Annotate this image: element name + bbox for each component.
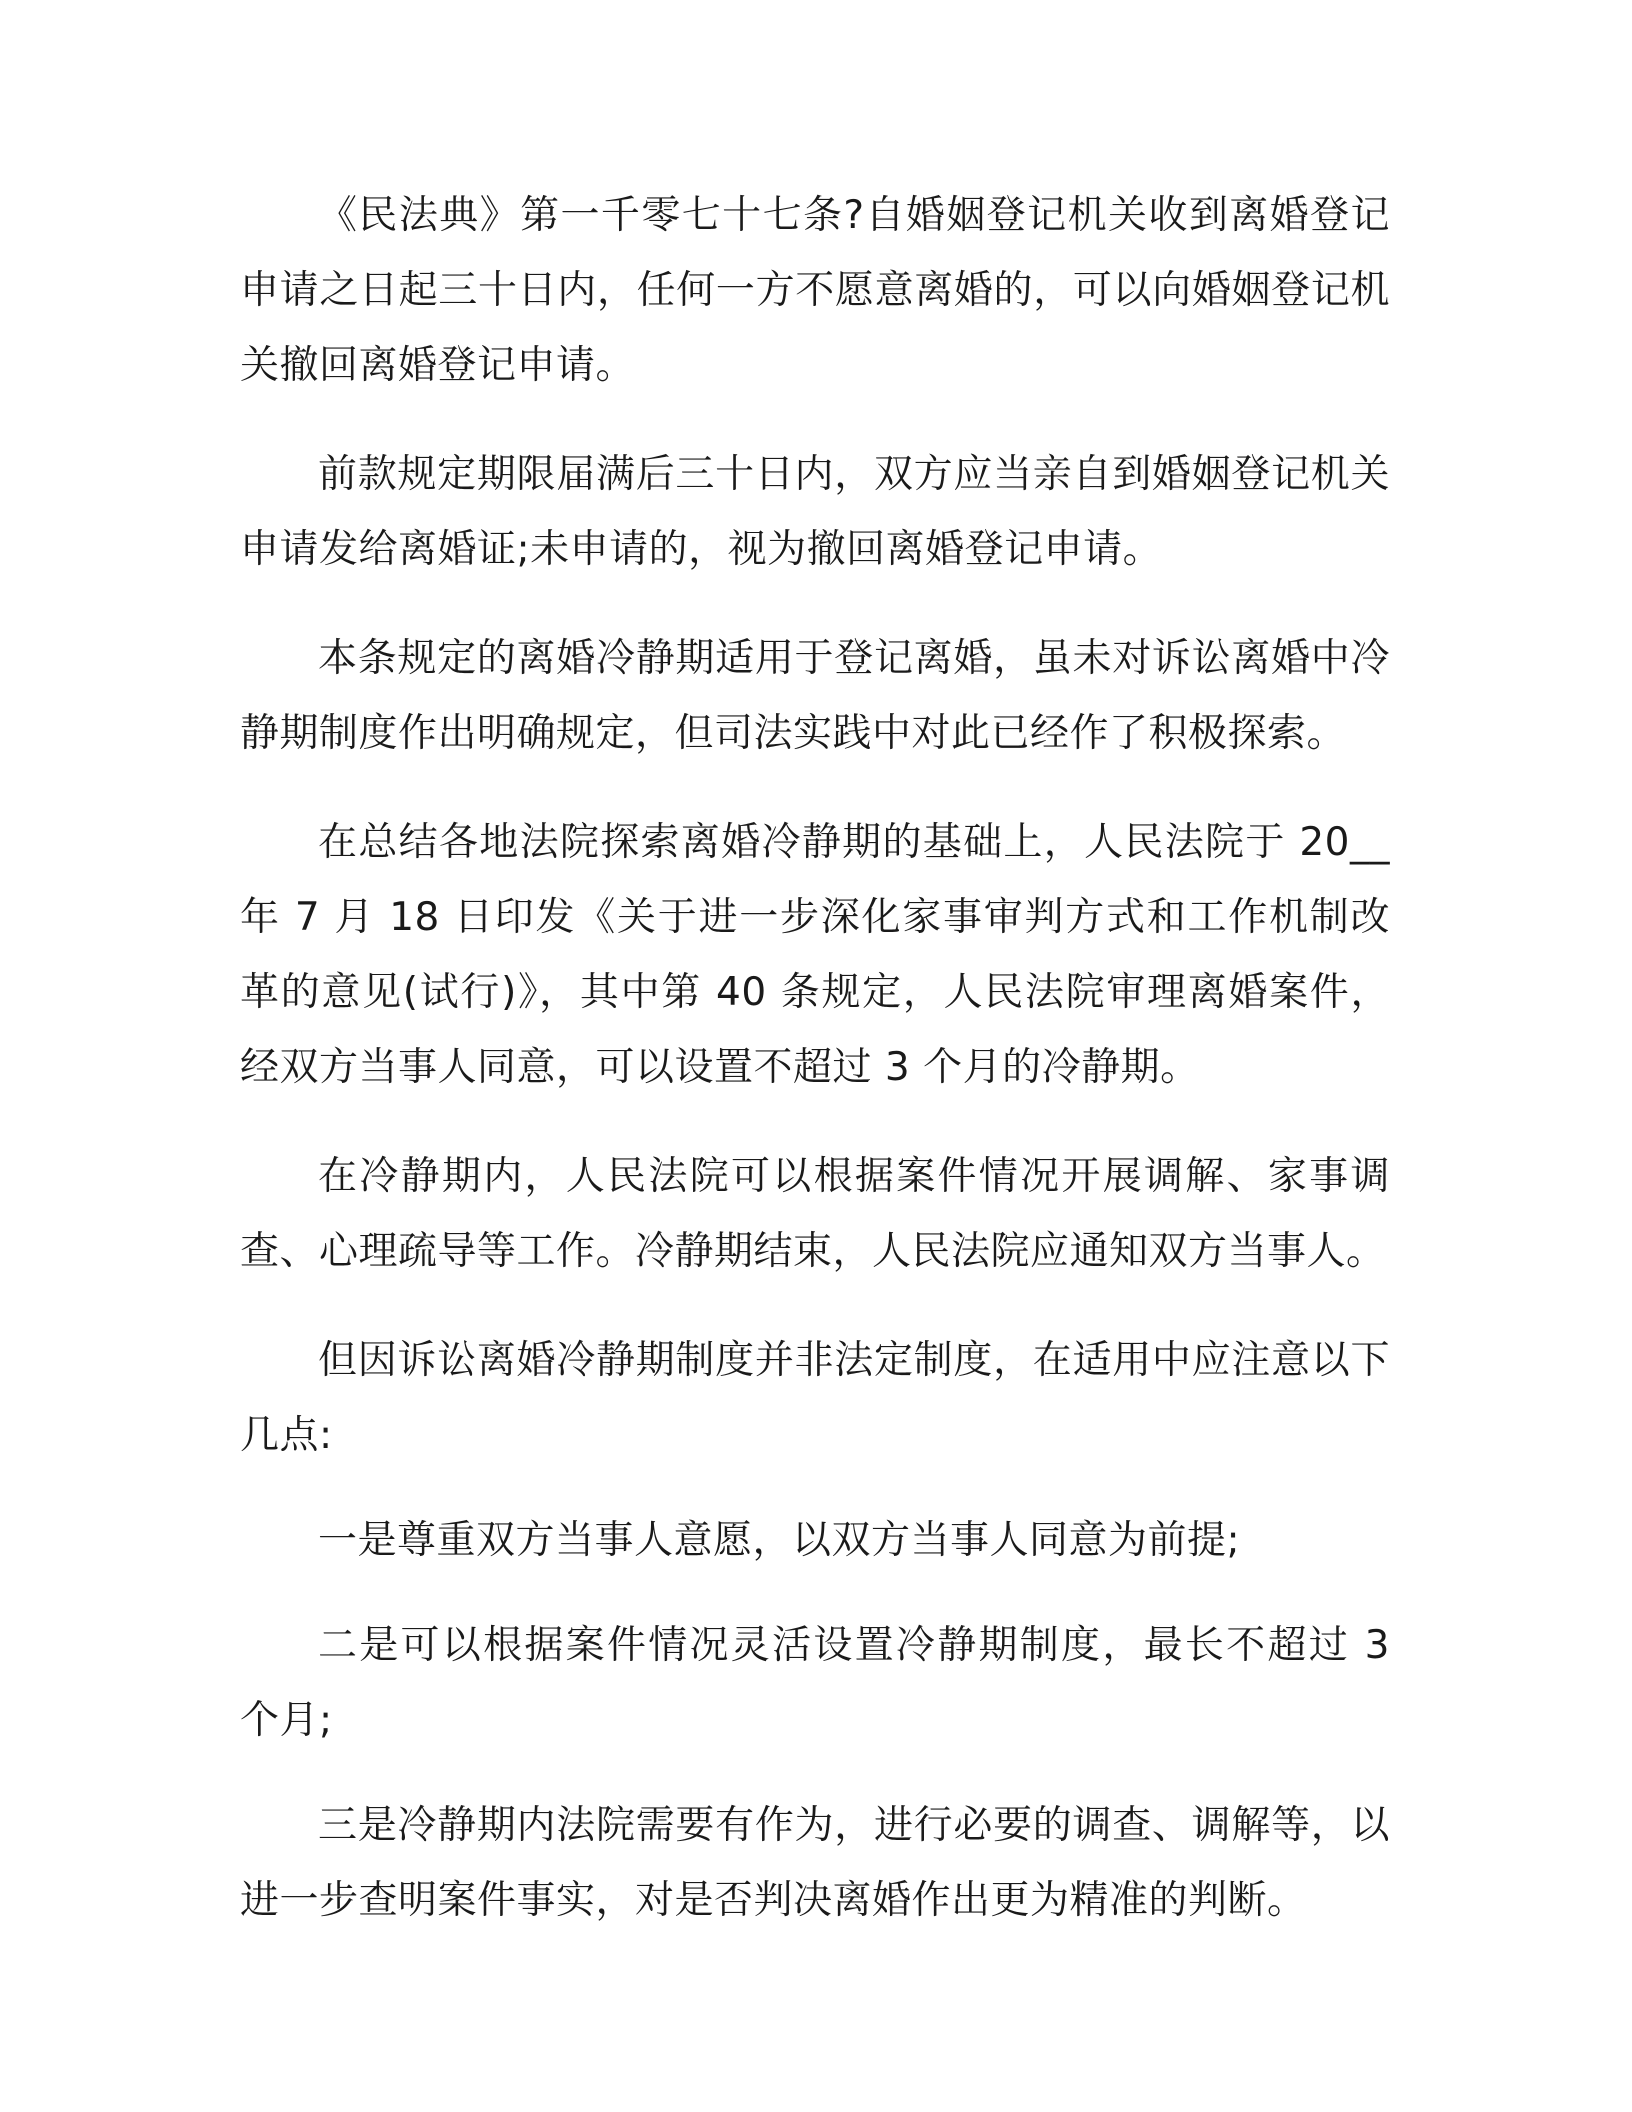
paragraph-time-limit: 前款规定期限届满后三十日内，双方应当亲自到婚姻登记机关申请发给离婚证;未申请的，视为撤回离婚登记申请。 <box>240 452 1390 572</box>
paragraph-court-opinion: 在总结各地法院探索离婚冷静期的基础上，人民法院于 20__年 7 月 18 日印发《关于进一步深化家事审判方式和工作机制改革的意见(试行)》，其中第 40 条规定，人民法院审理离婚案件，经双方当事人同意，可以设置不超过 3 个月的冷静期。 <box>240 820 1390 1090</box>
paragraph-point-3: 三是冷静期内法院需要有作为，进行必要的调查、调解等，以进一步查明案件事实，对是否判决离婚作出更为精准的判断。 <box>240 1803 1390 1923</box>
document-body <box>240 178 1390 1938</box>
paragraph-cooling-period-work: 在冷静期内，人民法院可以根据案件情况开展调解、家事调查、心理疏导等工作。冷静期结束，人民法院应通知双方当事人。 <box>240 1154 1390 1274</box>
paragraph-scope: 本条规定的离婚冷静期适用于登记离婚，虽未对诉讼离婚中冷静期制度作出明确规定，但司法实践中对此已经作了积极探索。 <box>240 636 1390 756</box>
paragraph-article-1077: 《民法典》第一千零七十七条?自婚姻登记机关收到离婚登记申请之日起三十日内，任何一方不愿意离婚的，可以向婚姻登记机关撤回离婚登记申请。 <box>240 193 1390 388</box>
paragraph-notes-intro: 但因诉讼离婚冷静期制度并非法定制度，在适用中应注意以下几点: <box>240 1338 1390 1458</box>
paragraph-point-2: 二是可以根据案件情况灵活设置冷静期制度，最长不超过 3 个月; <box>240 1623 1390 1743</box>
paragraph-point-1: 一是尊重双方当事人意愿，以双方当事人同意为前提; <box>318 1518 1241 1563</box>
